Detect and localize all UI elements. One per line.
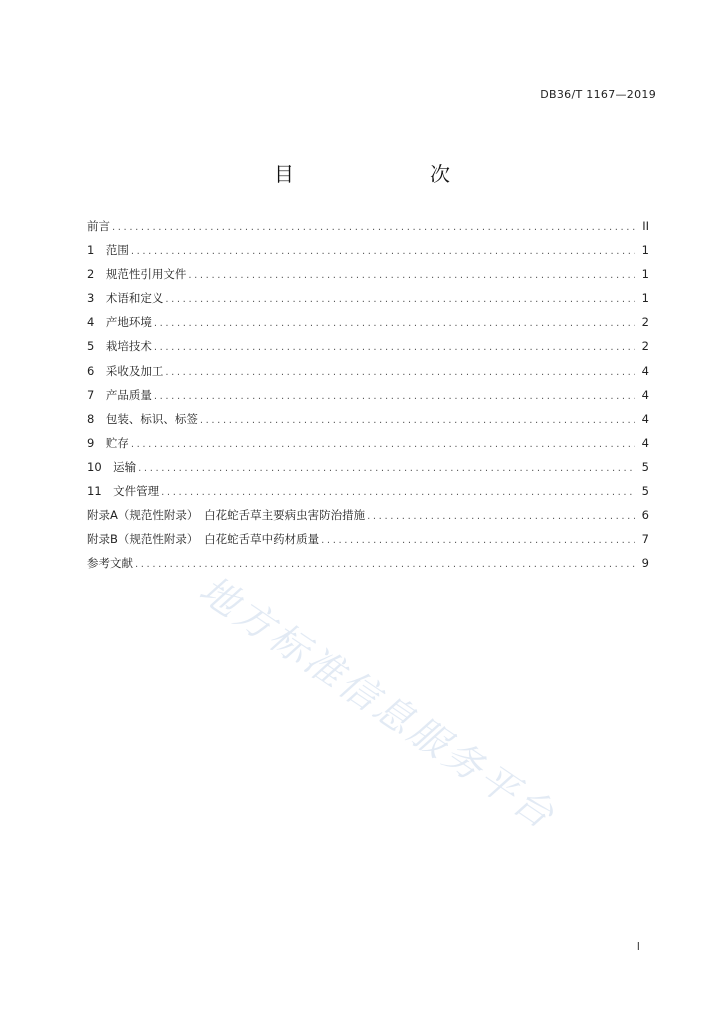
toc-item-page: 4	[641, 411, 649, 426]
toc-leader-dots	[165, 367, 635, 378]
toc-item-label: 8 包装、标识、标签	[87, 411, 198, 426]
toc-leader-dots	[135, 559, 635, 570]
toc-item-page: 4	[641, 435, 649, 450]
toc-item-label: 附录B（规范性附录） 白花蛇舌草中药材质量	[87, 532, 320, 547]
toc-leader-dots	[161, 487, 635, 498]
toc-item-harvest-processing[interactable]	[87, 363, 649, 387]
toc-item-page: 7	[641, 532, 649, 547]
toc-leader-dots	[112, 222, 635, 233]
toc-item-references[interactable]	[87, 555, 649, 579]
toc-leader-dots	[154, 342, 635, 353]
table-of-contents	[87, 218, 649, 579]
toc-item-page: 6	[641, 508, 649, 523]
toc-leader-dots	[131, 246, 635, 257]
toc-item-page: 4	[641, 387, 649, 402]
toc-item-page: 1	[641, 267, 649, 282]
toc-item-page: 1	[641, 291, 649, 306]
toc-item-label: 4 产地环境	[87, 315, 152, 330]
toc-item-packaging-labeling[interactable]	[87, 411, 649, 435]
toc-item-page: 2	[641, 339, 649, 354]
toc-item-label: 6 采收及加工	[87, 363, 164, 378]
toc-leader-dots	[131, 439, 635, 450]
toc-item-appendix-b[interactable]	[87, 531, 649, 555]
toc-item-scope[interactable]	[87, 242, 649, 266]
toc-item-appendix-a[interactable]	[87, 507, 649, 531]
toc-item-page: 2	[641, 315, 649, 330]
toc-item-terms-definitions[interactable]	[87, 290, 649, 314]
toc-leader-dots	[188, 270, 635, 281]
toc-item-label: 3 术语和定义	[87, 291, 164, 306]
toc-item-label: 附录A（规范性附录） 白花蛇舌草主要病虫害防治措施	[87, 508, 366, 523]
toc-item-label: 参考文献	[87, 556, 133, 571]
toc-item-cultivation[interactable]	[87, 338, 649, 362]
toc-item-page: 5	[641, 484, 649, 499]
toc-leader-dots	[367, 511, 635, 522]
toc-leader-dots	[200, 415, 635, 426]
standard-code: DB36/T 1167—2019	[540, 88, 656, 101]
toc-leader-dots	[154, 391, 635, 402]
toc-leader-dots	[154, 318, 635, 329]
toc-leader-dots	[138, 463, 635, 474]
toc-item-label: 2 规范性引用文件	[87, 267, 187, 282]
toc-item-document-management[interactable]	[87, 483, 649, 507]
toc-item-label: 11 文件管理	[87, 484, 160, 499]
toc-item-transport[interactable]	[87, 459, 649, 483]
toc-item-storage[interactable]	[87, 435, 649, 459]
toc-item-page: 4	[641, 363, 649, 378]
toc-item-page: II	[642, 219, 649, 233]
toc-item-label: 1 范围	[87, 243, 129, 258]
toc-item-label: 前言	[87, 219, 110, 233]
toc-item-page: 9	[641, 556, 649, 571]
watermark-text: 地方标准信息服务平台	[191, 567, 565, 839]
toc-item-normative-references[interactable]	[87, 266, 649, 290]
toc-item-production-environment[interactable]	[87, 314, 649, 338]
toc-leader-dots	[321, 535, 635, 546]
toc-item-product-quality[interactable]	[87, 387, 649, 411]
toc-item-label: 10 运输	[87, 459, 137, 474]
toc-item-page: 1	[641, 243, 649, 258]
page-number: I	[636, 940, 640, 953]
page-title: 目 次	[274, 162, 482, 186]
toc-item-page: 5	[641, 459, 649, 474]
toc-item-label: 9 贮存	[87, 435, 129, 450]
toc-leader-dots	[165, 294, 635, 305]
toc-item-label: 7 产品质量	[87, 387, 152, 402]
toc-item-foreword[interactable]	[87, 218, 649, 242]
toc-item-label: 5 栽培技术	[87, 339, 152, 354]
